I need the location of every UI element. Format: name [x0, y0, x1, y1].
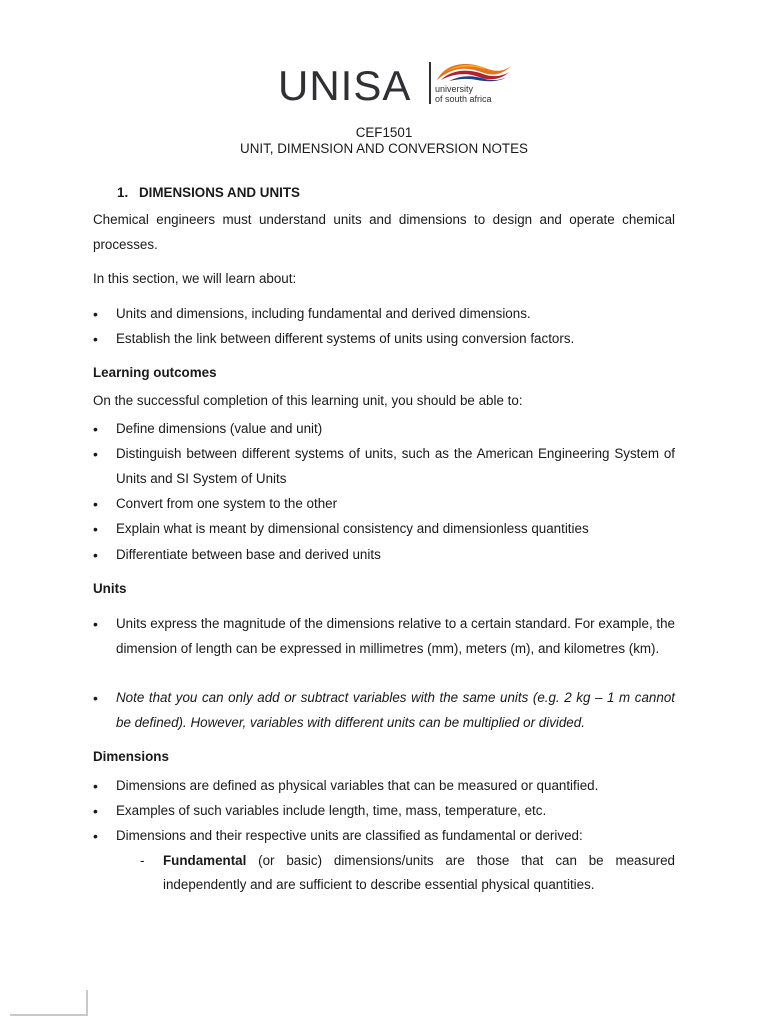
course-code: CEF1501	[355, 125, 413, 140]
section-number: 1.	[117, 185, 129, 200]
logo-sub-line2: of south africa	[435, 94, 492, 104]
bullet-icon: •	[93, 828, 98, 844]
list-item	[93, 492, 675, 517]
list-item-text: Define dimensions (value and unit)	[116, 421, 323, 436]
term-definition: (or basic) dimensions/units are those that can be measured independently and are sufficient to describe essential physical quantities.	[163, 853, 675, 892]
logo-wordmark: UNISA	[278, 62, 412, 109]
dimensions-heading: Dimensions	[93, 749, 169, 764]
bullet-icon: •	[93, 803, 98, 819]
sub-list-item-text	[163, 849, 675, 897]
list-item-text: Units express the magnitude of the dimensions relative to a certain standard. For example, the dimension of length can be expressed in millimetres (mm), meters (m), and kilometres (km).	[116, 616, 675, 656]
logo-sub-line1: university	[435, 84, 474, 94]
list-item-text: Units and dimensions, including fundamental and derived dimensions.	[116, 306, 531, 321]
bullet-icon: •	[93, 690, 98, 706]
bullet-icon: •	[93, 778, 98, 794]
list-item	[93, 327, 675, 352]
list-item-text: Differentiate between base and derived units	[116, 547, 381, 562]
list-item-text: Distinguish between different systems of units, such as the American Engineering System of Units and SI System of Units	[116, 446, 675, 486]
list-item	[93, 824, 675, 849]
outcomes-heading: Learning outcomes	[93, 365, 217, 380]
list-item-text: Dimensions are defined as physical variables that can be measured or quantified.	[116, 778, 599, 793]
list-item-text: Convert from one system to the other	[116, 496, 338, 511]
bullet-icon: •	[93, 496, 98, 512]
list-item	[93, 799, 675, 824]
term-fundamental: Fundamental	[163, 853, 247, 868]
bullet-icon: •	[93, 616, 98, 632]
section-title: DIMENSIONS AND UNITS	[139, 185, 300, 200]
document-title: UNIT, DIMENSION AND CONVERSION NOTES	[240, 141, 528, 156]
bullet-icon: •	[93, 446, 98, 462]
list-item	[93, 686, 675, 735]
bullet-icon: •	[93, 547, 98, 563]
sub-list-item	[140, 849, 675, 897]
list-item-text: Examples of such variables include length, time, mass, temperature, etc.	[116, 803, 547, 818]
bullet-icon: •	[93, 421, 98, 437]
list-item-text: Explain what is meant by dimensional consistency and dimensionless quantities	[116, 521, 589, 536]
outcomes-intro: On the successful completion of this learning unit, you should be able to:	[93, 393, 523, 408]
list-item-text: Note that you can only add or subtract variables with the same units (e.g. 2 kg – 1 m cannot be defined). However, variables with different units can be multiplied or divided.	[116, 690, 675, 730]
list-item-text: Dimensions and their respective units are classified as fundamental or derived:	[116, 828, 583, 843]
list-item	[93, 612, 675, 661]
list-item	[93, 302, 675, 327]
list-item-text: Establish the link between different systems of units using conversion factors.	[116, 331, 575, 346]
learn-intro: In this section, we will learn about:	[93, 271, 297, 286]
logo-divider	[429, 62, 431, 104]
units-heading: Units	[93, 581, 127, 596]
bullet-icon: •	[93, 306, 98, 322]
dash-marker: -	[140, 853, 145, 868]
page-corner-mark	[10, 990, 88, 1016]
list-item	[93, 442, 675, 491]
logo-flag-icon	[435, 60, 511, 82]
intro-paragraph: Chemical engineers must understand units and dimensions to design and operate chemical processes.	[93, 212, 675, 252]
list-item	[93, 417, 675, 442]
list-item	[93, 774, 675, 799]
list-item	[93, 517, 675, 542]
list-item	[93, 543, 675, 568]
unisa-logo	[278, 58, 510, 108]
section-heading	[117, 185, 300, 200]
logo-subtitle	[435, 84, 492, 104]
bullet-icon: •	[93, 331, 98, 347]
bullet-icon: •	[93, 521, 98, 537]
